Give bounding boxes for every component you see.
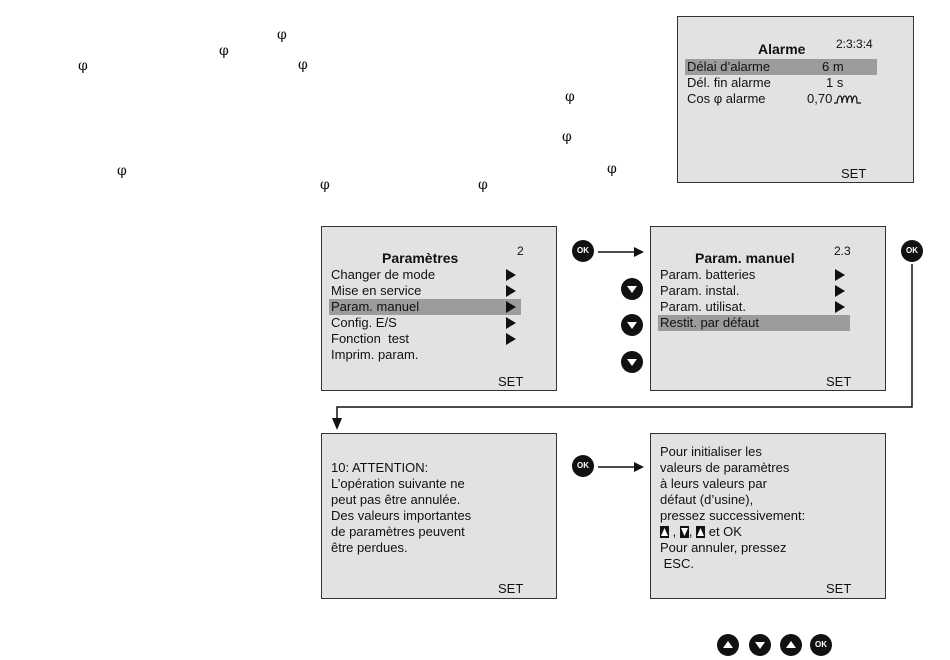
phi-symbol: φ (565, 89, 575, 105)
info-line: à leurs valeurs par (660, 476, 767, 491)
menu-item-label: Config. E/S (331, 315, 397, 330)
key-sequence-suffix: et OK (705, 524, 742, 539)
ok-button[interactable]: OK (810, 634, 832, 656)
info-line: Pour initialiser les (660, 444, 762, 459)
flow-connector-icon (330, 262, 916, 432)
warning-line: Des valeurs importantes (331, 508, 472, 523)
down-button[interactable] (749, 634, 771, 656)
key-separator: , (688, 524, 693, 539)
screen-title: Param. manuel (695, 250, 795, 266)
up-key-icon (696, 526, 705, 538)
menu-code: 2:3:3:4 (836, 37, 873, 51)
alarm-row-cosphi[interactable] (685, 91, 885, 107)
warning-screen (321, 433, 557, 599)
ok-button[interactable]: OK (572, 240, 594, 262)
set-label: SET (826, 581, 852, 596)
menu-item-label: Imprim. param. (331, 347, 419, 362)
menu-item-label: Fonction test (331, 331, 410, 346)
warning-line: peut pas être annulée. (331, 492, 461, 507)
row-label: Cos φ alarme (687, 91, 766, 106)
info-line: ESC. (660, 556, 694, 571)
phi-symbol: φ (117, 163, 127, 179)
screen-title: Paramètres (382, 250, 459, 266)
key-sequence-line (660, 524, 742, 540)
ok-button[interactable]: OK (572, 455, 594, 477)
menu-item-label: Changer de mode (331, 267, 436, 282)
menu-item-label: Param. batteries (660, 267, 756, 282)
arrow-up-icon (717, 634, 739, 656)
phi-symbol: φ (78, 58, 88, 74)
menu-item-label: Param. utilisat. (660, 299, 746, 314)
phi-symbol: φ (219, 43, 229, 59)
key-separator: , (669, 524, 677, 539)
row-value: 0,70 (807, 91, 833, 106)
set-label: SET (498, 581, 524, 596)
inductive-load-icon (833, 94, 863, 106)
menu-code: 2.3 (834, 244, 851, 258)
phi-symbol: φ (277, 27, 287, 43)
row-label: Délai d’alarme (687, 59, 771, 74)
arrow-down-icon (749, 634, 771, 656)
set-label: SET (841, 166, 867, 181)
flow-arrow-icon (598, 461, 644, 473)
menu-code: 2 (517, 244, 524, 258)
screen-title: Alarme (758, 41, 806, 57)
info-line: Pour annuler, pressez (660, 540, 787, 555)
flow-arrow-icon (598, 246, 644, 258)
row-label: Dél. fin alarme (687, 75, 771, 90)
arrow-up-icon (780, 634, 802, 656)
up-button[interactable] (780, 634, 802, 656)
up-key-icon (660, 526, 669, 538)
set-label: SET (826, 374, 852, 389)
phi-symbol: φ (298, 57, 308, 73)
alarm-row-end-delay[interactable] (685, 75, 877, 91)
warning-line: L’opération suivante ne (331, 476, 465, 491)
alarm-screen (677, 16, 914, 183)
menu-item-label: Restit. par défaut (660, 315, 759, 330)
menu-item-label: Param. manuel (331, 299, 420, 314)
menu-item-label: Param. instal. (660, 283, 740, 298)
phi-symbol: φ (478, 177, 488, 193)
up-button[interactable] (717, 634, 739, 656)
menu-item-label: Mise en service (331, 283, 422, 298)
info-line: pressez successivement: (660, 508, 806, 523)
info-line: défaut (d’usine), (660, 492, 754, 507)
warning-line: 10: ATTENTION: (331, 460, 429, 475)
info-line: valeurs de paramètres (660, 460, 790, 475)
down-key-icon (680, 526, 689, 538)
phi-symbol: φ (562, 129, 572, 145)
row-value: 6 m (822, 59, 844, 74)
phi-symbol: φ (320, 177, 330, 193)
row-value: 1 s (826, 75, 844, 90)
set-label: SET (498, 374, 524, 389)
warning-line: de paramètres peuvent (331, 524, 465, 539)
alarm-row-delay[interactable] (685, 59, 877, 75)
warning-line: être perdues. (331, 540, 408, 555)
phi-symbol: φ (607, 161, 617, 177)
init-defaults-screen (650, 433, 886, 599)
ok-button[interactable]: OK (901, 240, 923, 262)
